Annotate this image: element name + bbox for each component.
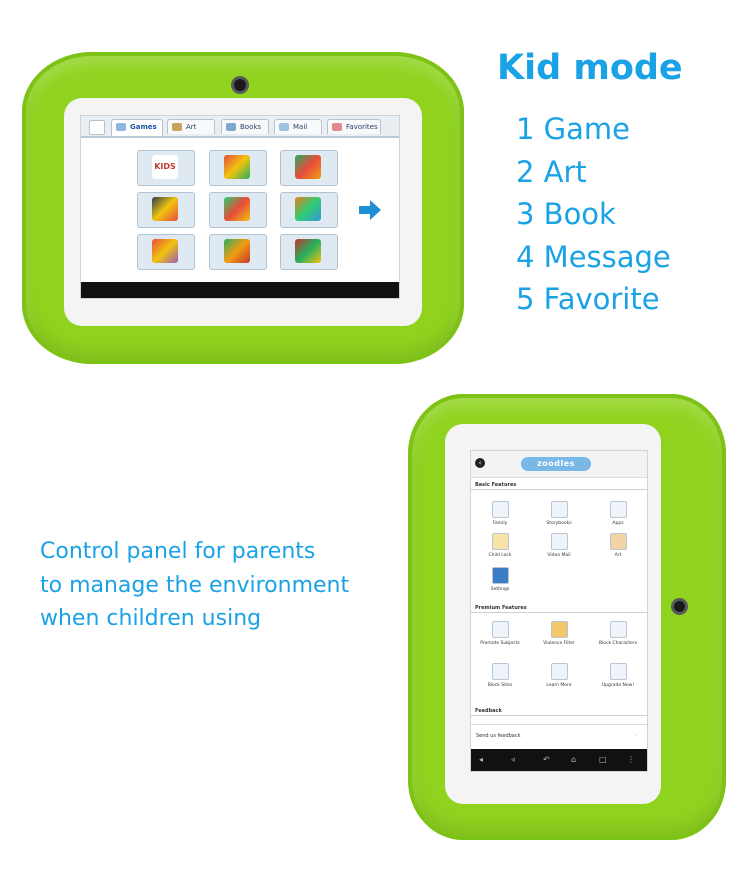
paintbrush-icon <box>172 123 182 131</box>
block-sites-button[interactable] <box>480 663 520 689</box>
art-button[interactable] <box>598 533 638 559</box>
feature-item: 2 Art <box>516 154 587 189</box>
gear-icon <box>492 567 509 584</box>
feature-item: 4 Message <box>516 239 671 274</box>
tab-label: Books <box>240 123 262 131</box>
kid-tab-bar <box>81 116 399 138</box>
premium-features-heading: Premium Features <box>471 604 647 613</box>
game-icon <box>152 197 178 221</box>
camera-icon <box>231 76 249 94</box>
tab-label: Games <box>130 123 157 131</box>
lock-icon <box>492 533 509 550</box>
book-icon <box>226 123 236 131</box>
volume-up-icon[interactable]: ◃ <box>511 755 516 764</box>
info-icon <box>551 663 568 680</box>
camera-icon <box>671 598 688 615</box>
game-tile[interactable] <box>280 150 338 186</box>
feature-item: 1 Game <box>516 112 631 146</box>
system-nav-bar <box>81 282 399 298</box>
gamepad-icon <box>116 123 126 131</box>
feedback-link-label: Send us feedback <box>476 733 521 739</box>
item-label: Settings <box>490 587 510 592</box>
kid-mode-screen <box>80 115 400 299</box>
app-header <box>471 451 647 478</box>
upgrade-now-button[interactable] <box>598 663 638 689</box>
home-icon[interactable] <box>89 120 105 135</box>
feedback-heading: Feedback <box>471 707 647 716</box>
family-button[interactable] <box>480 501 520 527</box>
caption-line: when children using <box>40 606 262 631</box>
item-label: Block Characters <box>598 641 638 646</box>
item-label: Apps <box>612 521 624 526</box>
game-icon <box>152 239 178 263</box>
game-icon <box>295 239 321 263</box>
system-nav-bar <box>471 749 647 771</box>
upgrade-icon <box>610 663 627 680</box>
item-label: Family <box>492 521 508 526</box>
child-lock-button[interactable] <box>480 533 520 559</box>
tab-favorites[interactable] <box>327 119 381 134</box>
kid-mode-title: Kid mode <box>497 48 683 88</box>
filter-icon <box>551 621 568 638</box>
game-tile[interactable] <box>137 192 195 228</box>
apps-icon <box>610 501 627 518</box>
zoodles-logo: zoodles <box>521 457 591 471</box>
send-feedback-link[interactable] <box>471 724 647 746</box>
tab-art[interactable] <box>167 119 215 134</box>
game-icon <box>224 197 250 221</box>
game-icon <box>295 155 321 179</box>
block-characters-button[interactable] <box>598 621 638 647</box>
mail-icon <box>551 533 568 550</box>
menu-icon[interactable]: ⋮ <box>627 755 635 764</box>
tab-label: Favorites <box>346 123 378 131</box>
chevron-right-icon: › <box>635 733 637 739</box>
item-label: Art <box>614 553 622 558</box>
game-icon <box>295 197 321 221</box>
game-tile[interactable] <box>137 234 195 270</box>
game-tile[interactable] <box>209 150 267 186</box>
item-label: Violence Filter <box>543 641 575 646</box>
block-icon <box>610 621 627 638</box>
caption-line: Control panel for parents <box>40 539 316 564</box>
volume-icon[interactable]: ◂ <box>479 755 484 764</box>
violence-filter-button[interactable] <box>539 621 579 647</box>
item-label: Storybooks <box>546 521 572 526</box>
heart-icon <box>332 123 342 131</box>
game-tile[interactable] <box>209 192 267 228</box>
control-panel-caption <box>40 535 349 636</box>
tab-label: Mail <box>293 123 308 131</box>
learn-more-button[interactable] <box>539 663 579 689</box>
game-tile[interactable] <box>280 234 338 270</box>
item-label: Learn More <box>546 683 572 688</box>
promote-subjects-button[interactable] <box>480 621 520 647</box>
game-icon <box>224 239 250 263</box>
block-sites-icon <box>492 663 509 680</box>
game-tile[interactable] <box>209 234 267 270</box>
apps-button[interactable] <box>598 501 638 527</box>
mail-icon <box>279 123 289 131</box>
home-nav-icon[interactable]: ⌂ <box>571 755 577 764</box>
game-tile[interactable] <box>280 192 338 228</box>
back-nav-icon[interactable]: ↶ <box>543 755 550 764</box>
family-icon <box>492 501 509 518</box>
arrow-right-icon[interactable] <box>359 200 381 220</box>
item-label: Block Sites <box>487 683 513 688</box>
settings-button[interactable] <box>480 567 520 593</box>
game-icon <box>224 155 250 179</box>
feature-item: 3 Book <box>516 197 616 231</box>
item-label: Promote Subjects <box>480 641 520 646</box>
paintbrush-icon <box>610 533 627 550</box>
subjects-icon <box>492 621 509 638</box>
tab-games[interactable] <box>111 119 163 136</box>
parent-control-screen <box>470 450 648 772</box>
caption-line: to manage the environment <box>40 572 350 598</box>
storybooks-button[interactable] <box>539 501 579 527</box>
tab-books[interactable] <box>221 119 269 134</box>
item-label: Child Lock <box>488 553 512 558</box>
game-tile[interactable] <box>137 150 195 186</box>
video-mail-button[interactable] <box>539 533 579 559</box>
item-label: Upgrade Now! <box>601 683 635 688</box>
back-icon[interactable]: ‹ <box>475 458 485 468</box>
storybook-icon <box>551 501 568 518</box>
basic-features-heading: Basic Features <box>471 481 647 490</box>
item-label: Video Mail <box>547 553 571 558</box>
tab-mail[interactable] <box>274 119 322 134</box>
kids-blocks-icon: KIDS <box>152 155 178 179</box>
feature-item: 5 Favorite <box>516 282 660 316</box>
recent-apps-icon[interactable]: □ <box>599 755 607 764</box>
kid-mode-feature-list <box>516 108 671 321</box>
tab-label: Art <box>186 123 197 131</box>
